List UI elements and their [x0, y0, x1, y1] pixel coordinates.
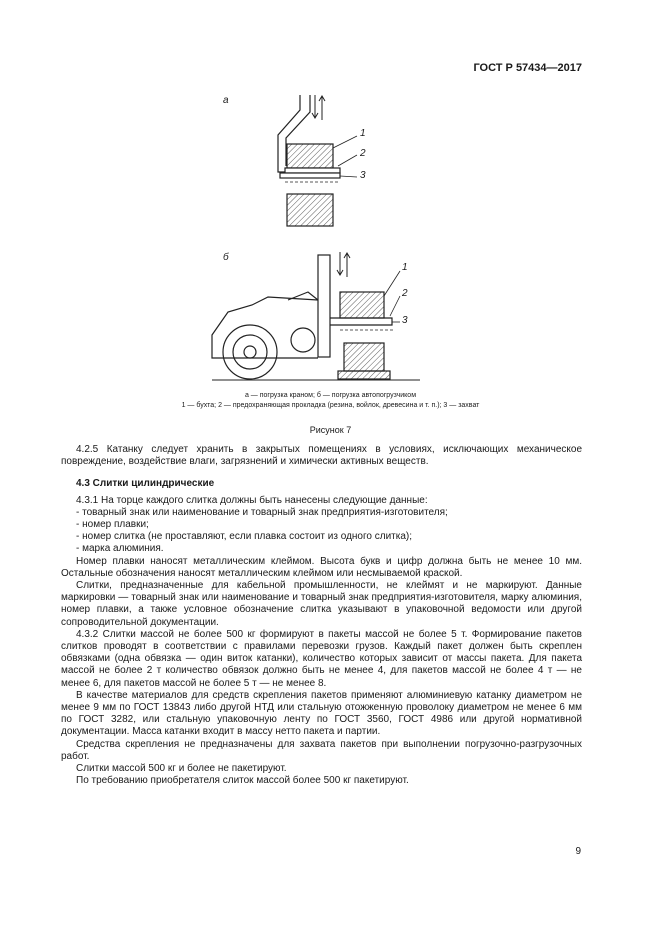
- list-item: - товарный знак или наименование и товарный знак предприятия-изготовителя;: [76, 506, 448, 518]
- paragraph-request: По требованию приобретателя слиток массой более 500 кг пакетируют.: [76, 775, 409, 787]
- paragraph-4-3-2: 4.3.2 Слитки массой не более 500 кг формируют в пакеты массой не более 5 т. Формирование пакетов слитков проводят в соответствии с правилами перевозки грузов. Каждый пакет должен быть скреплен обвязками (одна обвязка — один виток катанки), количество которых зависит от массы пакета. Для пакета массой не более 2 т количество обвязок должно быть не менее 4, для пакетов массой не более 4 т — не менее 6, для пакетов массой не более 5 т — не менее 8.: [61, 628, 582, 689]
- pallet: [338, 371, 390, 379]
- front-wheel: [223, 325, 277, 379]
- figure-legend-line-1: а — погрузка краном; б — погрузка автопогрузчиком: [244, 392, 417, 399]
- rear-wheel: [291, 328, 315, 352]
- arrow-up-b: [344, 253, 350, 277]
- list-item: - номер слитка (не проставляют, если плавка состоит из одного слитка);: [76, 531, 413, 543]
- arrow-up-a: [319, 96, 325, 120]
- figure-label-a: а: [223, 95, 229, 106]
- callout-b-3: 3: [402, 315, 408, 326]
- callout-a-2: 2: [360, 148, 366, 159]
- callout-b-1: 1: [402, 262, 408, 273]
- paragraph-cable: Слитки, предназначенные для кабельной промышленности, не клеймят и не маркируют. Данные маркировки — товарный знак или наименование и товарный знак предприятия-изготовителя, марку алюминия, номер плавки, а также условное обозначение слитка указывают в упаковочной ведомости или другой сопроводительной документации.: [61, 580, 582, 628]
- fork: [330, 318, 392, 325]
- coil-lower: [287, 194, 333, 226]
- protective-pad: [285, 168, 340, 173]
- callout-line-a1: [333, 136, 357, 148]
- callout-line-a3: [340, 176, 357, 177]
- figure-legend-line-2: 1 — бухта; 2 — предохраняющая прокладка (резина, войлок, древесина и т. п.); 3 — захват: [181, 402, 480, 409]
- gripper: [280, 173, 340, 178]
- front-wheel-inner: [233, 335, 267, 369]
- callout-line-a2: [338, 155, 357, 166]
- paragraph-means: Средства скрепления не предназначены для захвата пакетов при выполнении погрузочно-разгрузочных работ.: [61, 738, 582, 762]
- coil-on-ground: [344, 343, 384, 371]
- callout-a-1: 1: [360, 128, 366, 139]
- crane-loading-drawing: [278, 95, 357, 226]
- callout-b-2: 2: [402, 288, 408, 299]
- list-item: - номер плавки;: [76, 519, 149, 531]
- figure-caption: Рисунок 7: [309, 425, 352, 435]
- list-item: - марка алюминия.: [76, 543, 164, 555]
- section-heading-4-3: 4.3 Слитки цилиндрические: [76, 478, 215, 490]
- paragraph-4-2-5: 4.2.5 Катанку следует хранить в закрытых помещениях в условиях, исключающих механическое повреждение, воздействие влаги, загрязнений и химически активных веществ.: [61, 444, 582, 468]
- forklift-loading-drawing: [212, 252, 420, 380]
- page-number: 9: [575, 846, 581, 857]
- front-wheel-hub: [244, 346, 256, 358]
- figure-label-b: б: [223, 252, 229, 263]
- callout-line-b1: [384, 271, 400, 296]
- coil-on-fork: [340, 292, 384, 318]
- arrow-down-b: [337, 252, 343, 275]
- forklift-mast: [318, 255, 330, 357]
- figure-7-drawing: [0, 0, 661, 400]
- paragraph-4-3-1: 4.3.1 На торце каждого слитка должны быть нанесены следующие данные:: [76, 494, 428, 506]
- body-text: [61, 444, 582, 787]
- callout-line-b2: [390, 296, 400, 316]
- paragraph-materials: В качестве материалов для средств скрепления пакетов применяют алюминиевую катанку диаметром не менее 9 мм по ГОСТ 13843 либо другой НТД или стальную отожженную проволоку диаметром не менее 6 мм по ГОСТ 3282, или стальную упаковочную ленту по ГОСТ 3560, ГОСТ 4986 или другой нормативной документации. Масса катанки входит в массу нетто пакета и партии.: [61, 689, 582, 738]
- callout-a-3: 3: [360, 170, 366, 181]
- coil-upper: [287, 144, 333, 168]
- paragraph-marking: Номер плавки наносят металлическим клеймом. Высота букв и цифр должна быть не менее 10 мм. Остальные обозначения наносят металлическим клеймом или несмываемой краской.: [61, 555, 582, 579]
- document-id: ГОСТ Р 57434—2017: [473, 62, 582, 74]
- arrow-down-a: [312, 95, 318, 118]
- paragraph-500kg: Слитки массой 500 кг и более не пакетируют.: [76, 763, 287, 775]
